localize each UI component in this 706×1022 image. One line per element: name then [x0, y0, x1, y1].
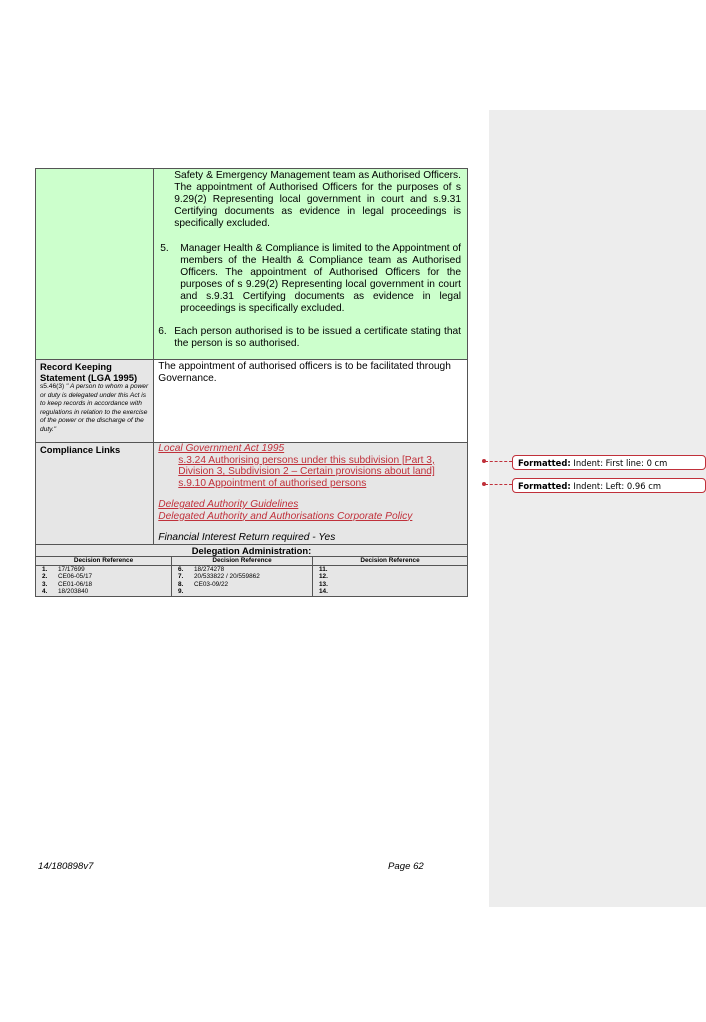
continued-paragraph: Safety & Emergency Management team as Authorised Officers. The appointment of Authorised Officers for the purposes of s 9.29(2) Representing local government in court and s.9.31 Certifying documents as evidence in legal proceedings is specifically excluded.	[174, 170, 461, 229]
comment-leader-line	[485, 461, 512, 462]
admin-grid-row	[36, 557, 468, 597]
column-header: Decision Reference	[313, 557, 467, 566]
table-row: 12.	[319, 573, 328, 581]
compliance-heading: Compliance Links	[40, 444, 121, 455]
formatting-comment-1[interactable]: Formatted: Indent: First line: 0 cm	[512, 455, 706, 470]
comment-margin-pane	[489, 110, 706, 907]
empty-label-cell	[36, 169, 154, 360]
record-keeping-row	[36, 360, 468, 443]
note-ref: s5.46(3)	[40, 383, 65, 390]
list-text: Each person authorised is to be issued a certificate stating that the person is so authorised.	[174, 326, 461, 349]
link-delegated-authority-guidelines[interactable]: Delegated Authority Guidelines	[158, 499, 299, 510]
record-keeping-heading: Record Keeping Statement (LGA 1995)	[40, 361, 138, 383]
list-item-6	[154, 326, 467, 350]
admin-grid-cell	[36, 557, 468, 597]
footer-page-number: Page 62	[388, 861, 424, 872]
table-row: 6. 18/274278	[178, 565, 225, 573]
column-header: Decision Reference	[36, 557, 171, 566]
decision-column-1	[36, 557, 172, 596]
table-row: 4. 18/203840	[42, 588, 89, 596]
table-row: 2. CE06-05/17	[42, 573, 93, 581]
admin-title: Delegation Administration:	[191, 545, 312, 556]
footer-doc-reference: 14/180898v7	[38, 861, 94, 872]
delegation-conditions-cell	[154, 169, 468, 360]
table-row: 7. 20/533822 / 20/559862	[178, 573, 260, 581]
table-row: 13.	[319, 580, 328, 588]
link-s3-24[interactable]: s.3.24 Authorising persons under this subdivision [Part 3, Division 3, Subdivision 2 – Certain provisions about land]	[178, 454, 435, 477]
table-row: 14.	[319, 588, 328, 596]
record-keeping-label-cell	[36, 360, 154, 443]
list-number: 5.	[160, 243, 169, 254]
note-quote: " A person to whom a power or duty is delegated under this Act is to keep records in accordance with regulations in relation to the exercise of the power or the discharge of the duty."	[40, 383, 149, 433]
table-row: 9.	[178, 588, 184, 596]
financial-interest-text: Financial Interest Return required - Yes	[158, 532, 336, 543]
table-row: 11.	[319, 565, 328, 573]
formatting-comment-2[interactable]: Formatted: Indent: Left: 0.96 cm	[512, 478, 706, 493]
list-text: Manager Health & Compliance is limited to the Appointment of members of the Health & Compliance team as Authorised Officers. The appointment of Authorised Officers for the purposes of s 9.29(2) Representing local government in court and s.9.31 Certifying documents as evidence in legal proceedings is specifically excluded.	[180, 243, 461, 314]
record-keeping-text: The appointment of authorised officers is to be facilitated through Governance.	[158, 361, 451, 384]
table-row: 1. 17/17699	[42, 565, 85, 573]
link-s9-10[interactable]: s.9.10 Appointment of authorised persons	[178, 477, 367, 489]
table-row: 3. CE01-06/18	[42, 580, 93, 588]
record-keeping-body-cell	[154, 360, 468, 443]
decision-column-3	[313, 557, 467, 596]
link-corporate-policy[interactable]: Delegated Authority and Authorisations Corporate Policy	[158, 510, 413, 522]
admin-title-row	[36, 545, 468, 557]
list-number: 6.	[158, 326, 167, 337]
table-row: 8. CE03-09/22	[178, 580, 229, 588]
compliance-row	[36, 443, 468, 545]
list-item-5	[154, 243, 467, 315]
column-header: Decision Reference	[172, 557, 312, 566]
delegation-row	[36, 169, 468, 360]
delegation-table	[35, 168, 468, 597]
compliance-links-cell	[154, 443, 468, 545]
decision-reference-grid	[36, 557, 467, 596]
record-keeping-note	[36, 383, 153, 435]
comment-leader-line	[485, 484, 512, 485]
compliance-label-cell	[36, 443, 154, 545]
decision-column-2	[172, 557, 313, 596]
link-local-government-act[interactable]: Local Government Act 1995	[158, 443, 285, 454]
admin-title-cell	[36, 545, 468, 557]
